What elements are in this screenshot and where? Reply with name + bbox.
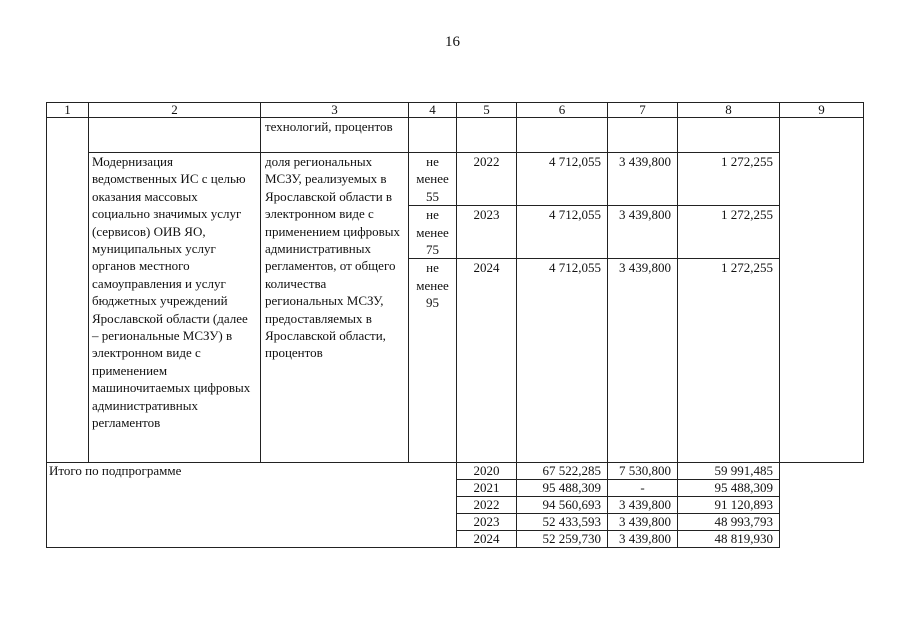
page-number: 16: [445, 34, 460, 50]
total-col8-cell: 91 120,893: [678, 497, 780, 514]
total-col8-cell: 95 488,309: [678, 480, 780, 497]
total-cell: 4 712,055: [517, 259, 608, 463]
col7-cell: 3 439,800: [608, 206, 678, 259]
total-col7-cell: -: [608, 480, 678, 497]
total-sum-cell: 95 488,309: [517, 480, 608, 497]
total-year-cell: 2024: [457, 531, 517, 548]
year-empty-cell: [457, 118, 517, 153]
subprogram-table: [46, 102, 864, 548]
total-year-cell: 2021: [457, 480, 517, 497]
criterion-cell: не менее 75: [409, 206, 457, 259]
total-col8-cell: 48 993,793: [678, 514, 780, 531]
criterion-cell: не менее 55: [409, 153, 457, 206]
criterion-empty-cell: [409, 118, 457, 153]
indicator-continuation: технологий, процентов: [261, 118, 409, 153]
total-col8-cell: 48 819,930: [678, 531, 780, 548]
col2-empty-cell: [89, 118, 261, 153]
total-cell: 4 712,055: [517, 206, 608, 259]
col8-cell: 1 272,255: [678, 259, 780, 463]
col8-cell: 1 272,255: [678, 153, 780, 206]
header-cell: 7: [608, 103, 678, 118]
criterion-cell: не менее 95: [409, 259, 457, 463]
total-cell: 4 712,055: [517, 153, 608, 206]
total-col7-cell: 7 530,800: [608, 463, 678, 480]
measure-row: [47, 153, 864, 206]
total-col8-cell: 59 991,485: [678, 463, 780, 480]
totals-label: Итого по подпрограмме: [47, 463, 457, 548]
total-col7-cell: 3 439,800: [608, 497, 678, 514]
year-cell: 2024: [457, 259, 517, 463]
total-empty-cell: [517, 118, 608, 153]
header-cell: 4: [409, 103, 457, 118]
total-sum-cell: 94 560,693: [517, 497, 608, 514]
total-col7-cell: 3 439,800: [608, 514, 678, 531]
header-cell: 6: [517, 103, 608, 118]
col9-empty-cell: [780, 118, 864, 463]
header-cell: 1: [47, 103, 89, 118]
header-cell: 8: [678, 103, 780, 118]
col8-cell: 1 272,255: [678, 206, 780, 259]
year-cell: 2022: [457, 153, 517, 206]
col7-cell: 3 439,800: [608, 259, 678, 463]
total-year-cell: 2020: [457, 463, 517, 480]
total-col7-cell: 3 439,800: [608, 531, 678, 548]
total-year-cell: 2022: [457, 497, 517, 514]
header-row: [47, 103, 864, 118]
header-cell: 3: [261, 103, 409, 118]
total-sum-cell: 52 259,730: [517, 531, 608, 548]
total-year-cell: 2023: [457, 514, 517, 531]
continuation-row: [47, 118, 864, 153]
total-row: [47, 463, 864, 480]
header-cell: 2: [89, 103, 261, 118]
col7-empty-cell: [608, 118, 678, 153]
measure-indicator: доля региональных МСЗУ, реализуемых в Ярославской области в электронном виде с применением цифровых административных регламентов, от общего количества региональных МСЗУ, предоставляемых в Ярославской области, процентов: [261, 153, 409, 463]
year-cell: 2023: [457, 206, 517, 259]
col1-empty-cell: [47, 118, 89, 463]
header-cell: 5: [457, 103, 517, 118]
total-sum-cell: 67 522,285: [517, 463, 608, 480]
header-cell: 9: [780, 103, 864, 118]
total-sum-cell: 52 433,593: [517, 514, 608, 531]
col7-cell: 3 439,800: [608, 153, 678, 206]
measure-name: Модернизация ведомственных ИС с целью оказания массовых социально значимых услуг (сервисов) ОИВ ЯО, муниципальных услуг органов местного самоуправления и услуг бюджетных учреждений Ярославской области (далее – региональные МСЗУ) в электронном виде с применением машиночитаемых цифровых административных регламентов: [89, 153, 261, 463]
col8-empty-cell: [678, 118, 780, 153]
